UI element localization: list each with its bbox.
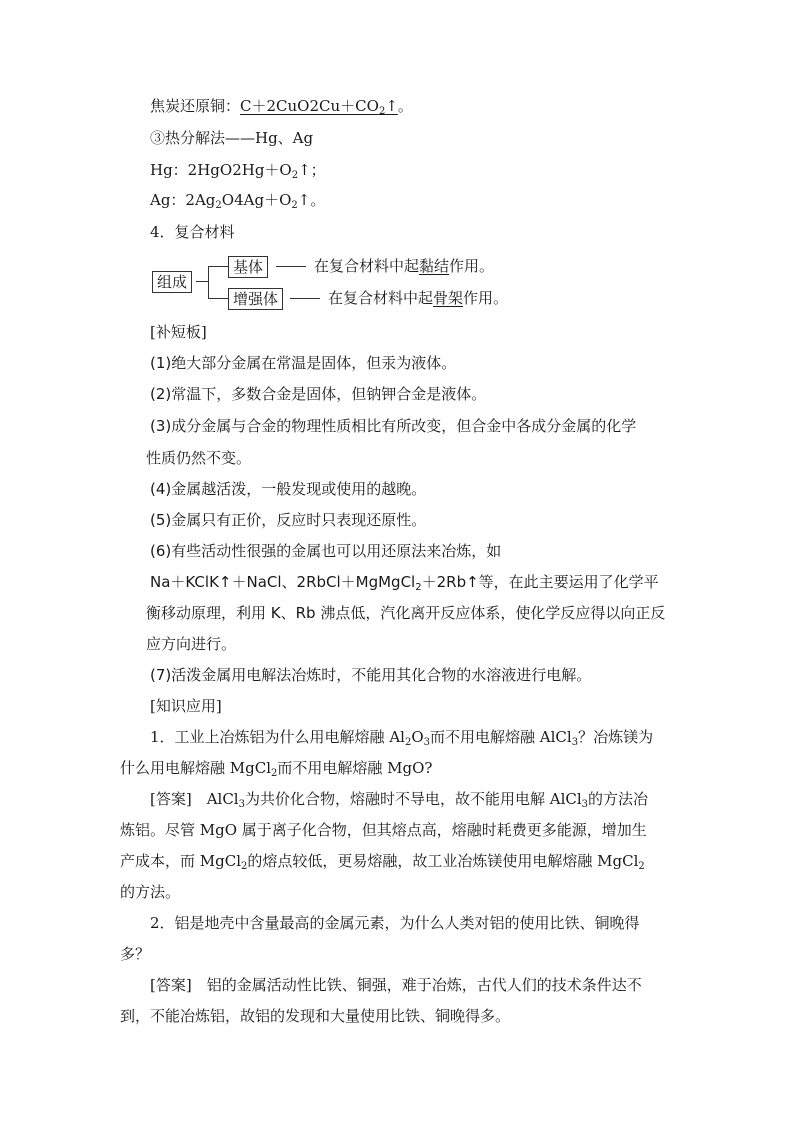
subscript: 3	[238, 799, 245, 810]
answer-text: 为共价化合物，熔融时不导电，故不能用电解 AlCl	[244, 790, 582, 808]
question-2: 2．铝是地壳中含量最高的金属元素，为什么人类对铝的使用比铁、铜晚得	[150, 914, 640, 932]
line-label: 焦炭还原铜：	[150, 97, 241, 115]
supplement-point-7: (7)活泼金属用电解法冶炼时，不能用其化合物的水溶液进行电解。	[150, 666, 592, 684]
connector-line	[208, 298, 228, 299]
subscript: 2	[271, 768, 278, 779]
supplement-point-6-equation	[150, 572, 659, 592]
question-1-cont	[120, 758, 432, 778]
supplement-header: [补短板]	[150, 323, 207, 341]
subscript: 3	[581, 799, 589, 810]
supplement-point-6-cont: 衡移动原理，利用 K、Rb 沸点低，汽化离开反应体系，使化学反应得以向正反	[146, 604, 666, 622]
equation-text: Hg：2HgO2Hg＋O	[150, 161, 292, 179]
line-end: 。	[397, 97, 413, 115]
answer-2-cont: 到，不能冶炼铝，故铝的发现和大量使用比铁、铜晚得多。	[120, 1007, 511, 1025]
supplement-point-6-end: 应方向进行。	[146, 635, 237, 653]
bracket-line	[208, 266, 209, 298]
base-label-box: 基体	[228, 256, 268, 278]
supplement-point-5: (5)金属只有正价，反应时只表现还原性。	[150, 511, 427, 529]
connector-line	[208, 266, 228, 267]
thermal-decomposition-heading: ③热分解法——Hg、Ag	[150, 129, 314, 147]
answer-1	[150, 789, 648, 809]
supplement-point-4: (4)金属越活泼，一般发现或使用的越晚。	[150, 480, 427, 498]
subscript: 2	[291, 170, 299, 181]
answer-text: 的方法冶	[588, 790, 649, 808]
coke-reduction-line	[150, 96, 413, 116]
equation-text: Ag：2Ag	[150, 191, 216, 209]
subscript: 2	[378, 106, 386, 117]
answer-text: 产成本，而 MgCl	[120, 852, 242, 870]
answer-1-end: 的方法。	[120, 883, 181, 901]
equation-tail: ↑	[385, 97, 398, 115]
reinforce-description	[328, 288, 508, 308]
equation-text: O4Ag＋O	[221, 191, 292, 209]
subscript: 2	[215, 200, 222, 211]
subscript: 2	[291, 200, 298, 211]
description-text: 在复合材料中起	[314, 257, 420, 275]
question-1	[150, 727, 653, 747]
subscript: 2	[241, 861, 248, 872]
composite-materials-heading: 4．复合材料	[150, 223, 235, 241]
supplement-point-1: (1)绝大部分金属在常温是固体，但汞为液体。	[150, 354, 457, 372]
answer-1-cont: 炼铝。尽管 MgO 属于离子化合物，但其熔点高，熔融时耗费更多能源，增加生	[120, 821, 647, 839]
subscript: 2	[404, 737, 412, 748]
question-text: 什么用电解熔融 MgCl	[120, 759, 272, 777]
answer-text: 的熔点较低，更易熔融，故工业冶炼镁使用电解熔融 MgCl	[247, 852, 639, 870]
equation-text: C＋2CuO2Cu＋CO	[240, 97, 379, 115]
application-header: [知识应用]	[150, 697, 222, 715]
dash-line	[290, 298, 320, 299]
subscript: 3	[423, 737, 431, 748]
underlined-term: 黏结	[419, 257, 450, 275]
supplement-point-3-cont: 性质仍然不变。	[146, 449, 252, 467]
question-text: ？冶炼镁为	[578, 728, 654, 746]
dash-line	[276, 266, 306, 267]
subscript: 2	[638, 861, 645, 872]
supplement-point-6: (6)有些活动性很强的金属也可以用还原法来冶炼，如	[150, 542, 502, 560]
ag-equation-line	[150, 190, 325, 210]
group-label-box: 组成	[152, 271, 192, 293]
subscript: 3	[571, 737, 579, 748]
supplement-point-3: (3)成分金属与合金的物理性质相比有所改变，但合金中各成分金属的化学	[150, 417, 637, 435]
hg-equation-line	[150, 160, 326, 180]
equation-tail: ↑。	[297, 191, 326, 209]
reinforce-label-box: 增强体	[228, 288, 283, 310]
supplement-point-2: (2)常温下，多数合金是固体，但钠钾合金是液体。	[150, 385, 487, 403]
equation-tail: ↑；	[298, 161, 326, 179]
description-text: 作用。	[463, 289, 509, 307]
question-text: 而不用电解熔融 MgO?	[277, 759, 433, 777]
answer-1-cont-2	[120, 851, 645, 871]
question-text: O	[411, 728, 424, 746]
question-text: 而不用电解熔融 AlCl	[430, 728, 572, 746]
underlined-term: 骨架	[433, 289, 464, 307]
subscript: 2	[415, 582, 422, 593]
underlined-equation	[240, 97, 398, 115]
answer-text: [答案] AlCl	[150, 790, 239, 808]
question-text: 1．工业上冶炼铝为什么用电解熔融 Al	[150, 728, 405, 746]
equation-text: ＋2Rb↑等，在此主要运用了化学平	[421, 573, 659, 591]
description-text: 在复合材料中起	[328, 289, 434, 307]
base-description	[314, 256, 494, 276]
question-2-cont: 多？	[120, 945, 151, 963]
equation-text: Na＋KClK↑＋NaCl、2RbCl＋MgMgCl	[150, 573, 416, 591]
connector-line	[196, 281, 208, 282]
answer-2: [答案] 铝的金属活动性比铁、铜强，难于冶炼，古代人们的技术条件达不	[150, 976, 642, 994]
description-text: 作用。	[449, 257, 495, 275]
